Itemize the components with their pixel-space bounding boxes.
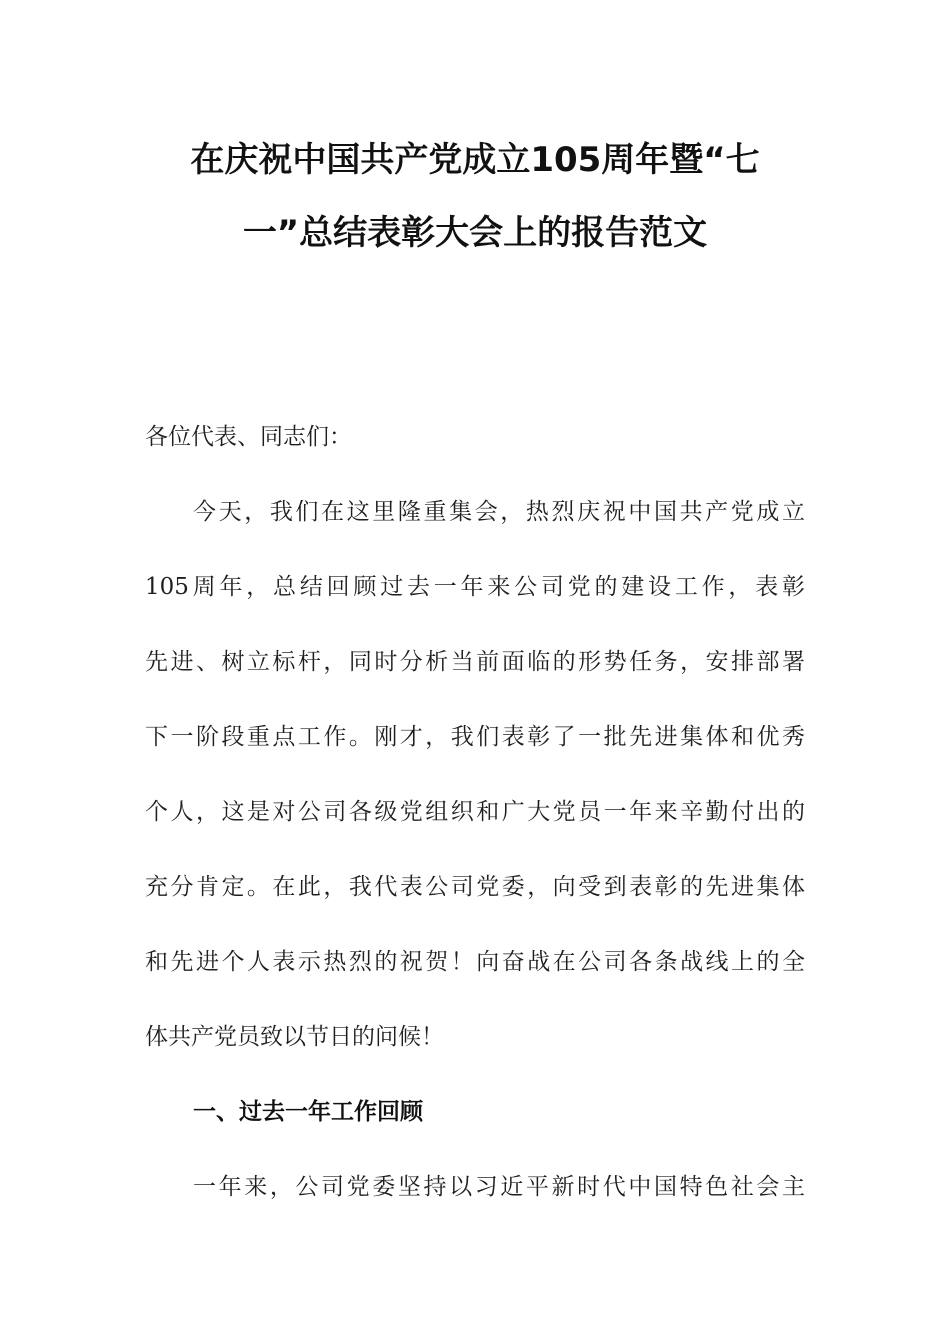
paragraph-line: 105周年，总结回顾过去一年来公司党的建设工作，表彰 [145,574,805,600]
paragraph-line: 一年来，公司党委坚持以习近平新时代中国特色社会主 [193,1174,805,1200]
document-title-line-2: 一”总结表彰大会上的报告范文 [242,213,708,253]
paragraph-line: 下一阶段重点工作。刚才，我们表彰了一批先进集体和优秀 [145,724,805,750]
paragraph-line: 今天，我们在这里隆重集会，热烈庆祝中国共产党成立 [193,499,805,525]
section-heading: 一、过去一年工作回顾 [193,1099,423,1125]
paragraph-line: 和先进个人表示热烈的祝贺！向奋战在公司各条战线上的全 [145,949,805,975]
paragraph-line: 体共产党员致以节日的问候！ [145,1024,444,1050]
document-title-line-1: 在庆祝中国共产党成立105周年暨“七 [190,140,760,180]
paragraph-line: 个人，这是对公司各级党组织和广大党员一年来辛勤付出的 [145,799,805,825]
paragraph-line: 充分肯定。在此，我代表公司党委，向受到表彰的先进集体 [145,874,805,900]
salutation: 各位代表、同志们： [145,424,352,450]
paragraph-line: 先进、树立标杆，同时分析当前面临的形势任务，安排部署 [145,649,805,675]
